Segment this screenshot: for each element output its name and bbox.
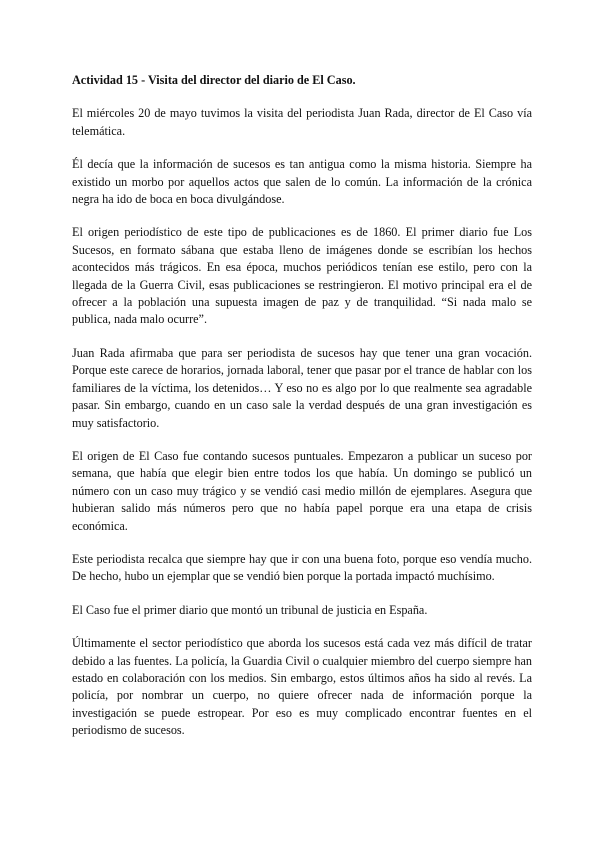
paragraph-photo: Este periodista recalca que siempre hay que ir con una buena foto, porque eso vendía mucho. De hecho, hubo un ejemplar que se vendió bien porque la portada impactó muchísimo. (72, 551, 532, 584)
document-page (72, 72, 532, 756)
paragraph-tribunal: El Caso fue el primer diario que montó un tribunal de justicia en España. (72, 602, 428, 617)
paragraph-vocation: Juan Rada afirmaba que para ser periodista de sucesos hay que tener una gran vocación. Porque este carece de horarios, jornada laboral, tener que pasar por el trance de hablar con los familiares de la víctima, los detenidos… Y eso no es algo por lo que realmente sea agradable pasar. Sin embargo, cuando en un caso sale la verdad después de una gran investigación es muy satisfactorio. (72, 345, 532, 430)
paragraph-history: Él decía que la información de sucesos es tan antigua como la misma historia. Siempre ha existido un morbo por aquellos actos que salen de lo común. La información de la crónica negra ha ido de boca en boca divulgándose. (72, 157, 532, 207)
paragraph-origin: El origen periodístico de este tipo de publicaciones es de 1860. El primer diario fue Los Sucesos, en formato sábana que estaba lleno de imágenes donde se escribían los hechos acontecidos más trágicos. En esa época, muchos periódicos tenían ese estilo, pero con la llegada de la Guerra Civil, esas publicaciones se restringieron. El motivo principal era el de ofrecer a la población una supuesta imagen de paz y de tranquilidad. “Si nada malo se publica, nada malo ocurre”. (72, 225, 532, 327)
paragraph-sources: Últimamente el sector periodístico que aborda los sucesos está cada vez más difícil de tratar debido a las fuentes. La policía, la Guardia Civil o cualquier miembro del cuerpo siempre han estado en colaboración con los medios. Sin embargo, estos últimos años ha sido al revés. La policía, por nombrar un cuerpo, no quiere ofrecer nada de información porque la investigación se puede estropear. Por eso es muy complicado encontrar fuentes en el periodismo de sucesos. (72, 636, 532, 738)
paragraph-visit-intro: El miércoles 20 de mayo tuvimos la visita del periodista Juan Rada, director de El Caso vía telemática. (72, 106, 532, 138)
document-title: Actividad 15 - Visita del director del diario de El Caso. (72, 73, 356, 87)
paragraph-el-caso-origin: El origen de El Caso fue contando sucesos puntuales. Empezaron a publicar un suceso por semana, que había que elegir bien entre todos los que había. Un domingo se publicó un número con un caso muy trágico y se vendió casi medio millón de ejemplares. Asegura que hubieran salido más números pero que no había papel porque era una etapa de crisis económica. (72, 448, 532, 533)
